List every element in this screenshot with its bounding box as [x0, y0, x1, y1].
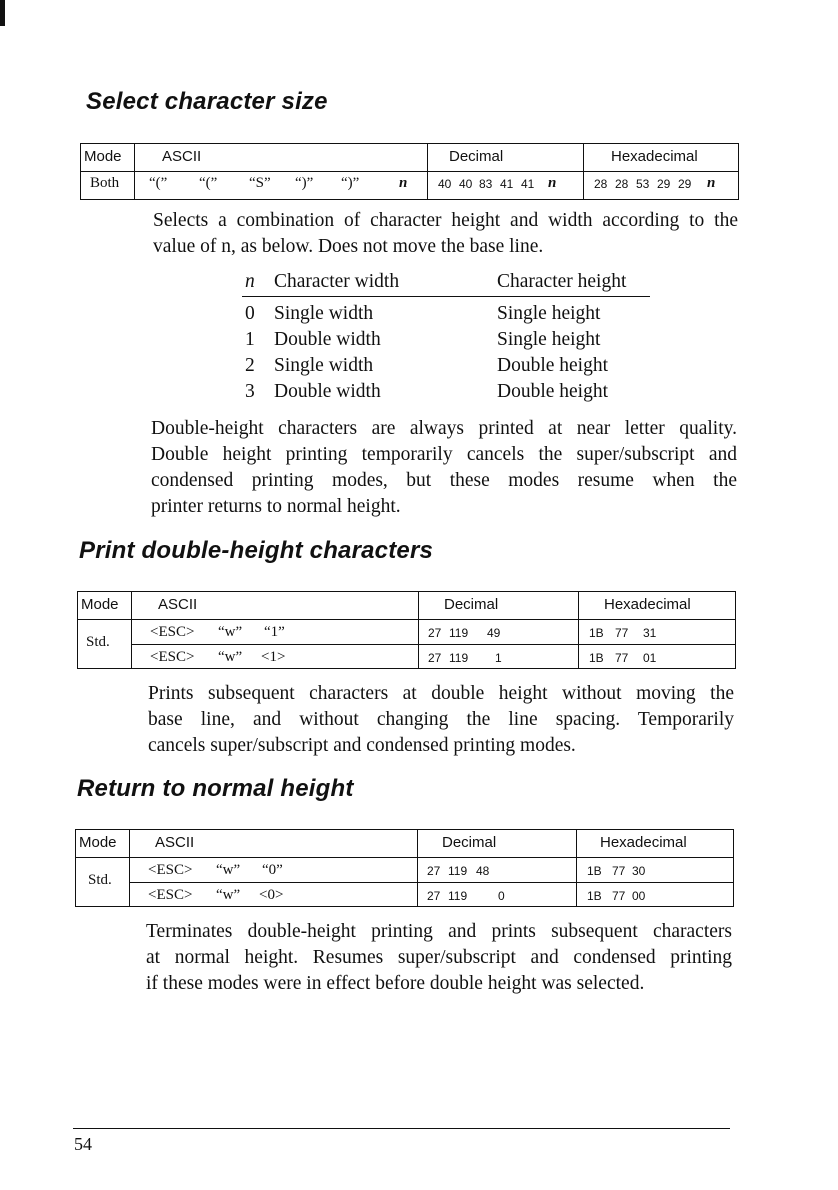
text-line: cancels super/subscript and condensed printing modes. — [148, 735, 576, 756]
section-title-select-character-size: Select character size — [86, 88, 328, 115]
header-mode: Mode — [84, 148, 122, 165]
row-mode: Both — [90, 175, 120, 191]
header-hexadecimal: Hexadecimal — [604, 596, 691, 613]
size-row-height: Double height — [497, 355, 609, 376]
row-mode: Std. — [88, 872, 112, 888]
ascii-code: <ESC> — [148, 887, 193, 903]
section1-note — [151, 416, 737, 520]
ascii-code: “)” — [295, 175, 314, 191]
header-decimal: Decimal — [449, 148, 504, 165]
text-line: printer returns to normal height. — [151, 496, 401, 517]
decimal-code: 0 — [498, 889, 505, 903]
decimal-code: 27 — [427, 889, 441, 903]
size-table-header-width: Character width — [274, 271, 400, 292]
ascii-code: “w” — [216, 887, 241, 903]
decimal-code: 40 — [438, 177, 452, 191]
text-line: Selects a combination of character height and width according to the — [153, 210, 738, 231]
section1-description — [153, 208, 738, 260]
hex-code: 77 — [615, 651, 629, 665]
header-mode: Mode — [79, 834, 117, 851]
header-decimal: Decimal — [444, 596, 499, 613]
size-row-n: 2 — [245, 355, 255, 376]
decimal-code: 27 — [428, 626, 442, 640]
header-ascii: ASCII — [155, 834, 195, 851]
ascii-code: <ESC> — [148, 862, 193, 878]
size-row-width: Single width — [274, 355, 374, 376]
command-table-print-double-height — [77, 591, 736, 669]
size-row-n: 0 — [245, 303, 255, 324]
hex-code: 28 — [615, 177, 629, 191]
hex-code: 01 — [643, 651, 657, 665]
ascii-code: “S” — [249, 175, 271, 191]
ascii-code: <ESC> — [150, 649, 195, 665]
size-row-height: Double height — [497, 381, 609, 402]
decimal-code: 119 — [449, 651, 469, 665]
section-title-print-double-height: Print double-height characters — [79, 537, 434, 564]
decimal-code: 48 — [476, 864, 490, 878]
page-number: 54 — [74, 1134, 92, 1154]
command-table-return-normal-height — [75, 829, 734, 907]
ascii-code: “(” — [199, 175, 218, 191]
ascii-code: “1” — [264, 624, 285, 640]
hex-code: 31 — [643, 626, 657, 640]
ascii-code: “w” — [218, 624, 243, 640]
size-row-width: Double width — [274, 381, 381, 402]
ascii-code: “)” — [341, 175, 360, 191]
text-line: Terminates double-height printing and prints subsequent characters — [146, 921, 732, 942]
size-table-header-n: n — [245, 271, 255, 292]
header-hexadecimal: Hexadecimal — [611, 148, 698, 165]
decimal-code: 83 — [479, 177, 493, 191]
page-edge-mark — [0, 0, 5, 26]
decimal-code: 49 — [487, 626, 501, 640]
ascii-code: <1> — [261, 649, 286, 665]
decimal-code: 41 — [500, 177, 514, 191]
decimal-code: 119 — [448, 889, 468, 903]
hex-code: 1B — [589, 651, 604, 665]
size-table-header-height: Character height — [497, 271, 627, 292]
character-size-table — [242, 269, 662, 409]
ascii-code: “w” — [216, 862, 241, 878]
hex-code: 77 — [612, 864, 626, 878]
footer-rule — [73, 1128, 730, 1129]
ascii-code: “w” — [218, 649, 243, 665]
size-row-width: Single width — [274, 303, 374, 324]
hex-code: 00 — [632, 889, 646, 903]
size-row-height: Single height — [497, 303, 601, 324]
decimal-code: 41 — [521, 177, 535, 191]
hex-code: 77 — [612, 889, 626, 903]
header-ascii: ASCII — [158, 596, 198, 613]
decimal-code: 27 — [427, 864, 441, 878]
header-decimal: Decimal — [442, 834, 497, 851]
decimal-code: 1 — [495, 651, 502, 665]
ascii-code: “(” — [149, 175, 168, 191]
hex-code: 77 — [615, 626, 629, 640]
text-line: value of n, as below. Does not move the base line. — [153, 236, 544, 257]
size-row-width: Double width — [274, 329, 381, 350]
decimal-code: 119 — [448, 864, 468, 878]
header-mode: Mode — [81, 596, 119, 613]
hex-code: 1B — [587, 889, 602, 903]
text-line: condensed printing modes, but these modes resume when the — [151, 470, 737, 491]
command-table-select-character-size — [80, 143, 739, 200]
size-row-n: 1 — [245, 329, 255, 350]
size-row-height: Single height — [497, 329, 601, 350]
decimal-param-n: n — [548, 175, 557, 191]
text-line: if these modes were in effect before double height was selected. — [146, 973, 645, 994]
text-line: base line, and without changing the line spacing. Temporarily — [148, 709, 734, 730]
decimal-code: 119 — [449, 626, 469, 640]
ascii-code: “0” — [262, 862, 283, 878]
hex-code: 30 — [632, 864, 646, 878]
text-line: Double height printing temporarily cancels the super/subscript and — [151, 444, 737, 465]
text-line: at normal height. Resumes super/subscript and condensed printing — [146, 947, 732, 968]
text-line: Prints subsequent characters at double height without moving the — [148, 683, 734, 704]
text-line: Double-height characters are always printed at near letter quality. — [151, 418, 737, 439]
row-mode: Std. — [86, 634, 110, 650]
hex-code: 1B — [587, 864, 602, 878]
section-title-return-normal-height: Return to normal height — [77, 775, 354, 802]
decimal-code: 27 — [428, 651, 442, 665]
ascii-code: <ESC> — [150, 624, 195, 640]
section2-description — [148, 681, 734, 759]
header-hexadecimal: Hexadecimal — [600, 834, 687, 851]
ascii-param-n: n — [399, 175, 408, 191]
hex-code: 28 — [594, 177, 608, 191]
decimal-code: 40 — [459, 177, 473, 191]
hex-param-n: n — [707, 175, 716, 191]
section3-description — [146, 919, 732, 997]
ascii-code: <0> — [259, 887, 284, 903]
header-ascii: ASCII — [162, 148, 202, 165]
hex-code: 53 — [636, 177, 650, 191]
size-row-n: 3 — [245, 381, 255, 402]
hex-code: 29 — [657, 177, 671, 191]
hex-code: 29 — [678, 177, 692, 191]
hex-code: 1B — [589, 626, 604, 640]
